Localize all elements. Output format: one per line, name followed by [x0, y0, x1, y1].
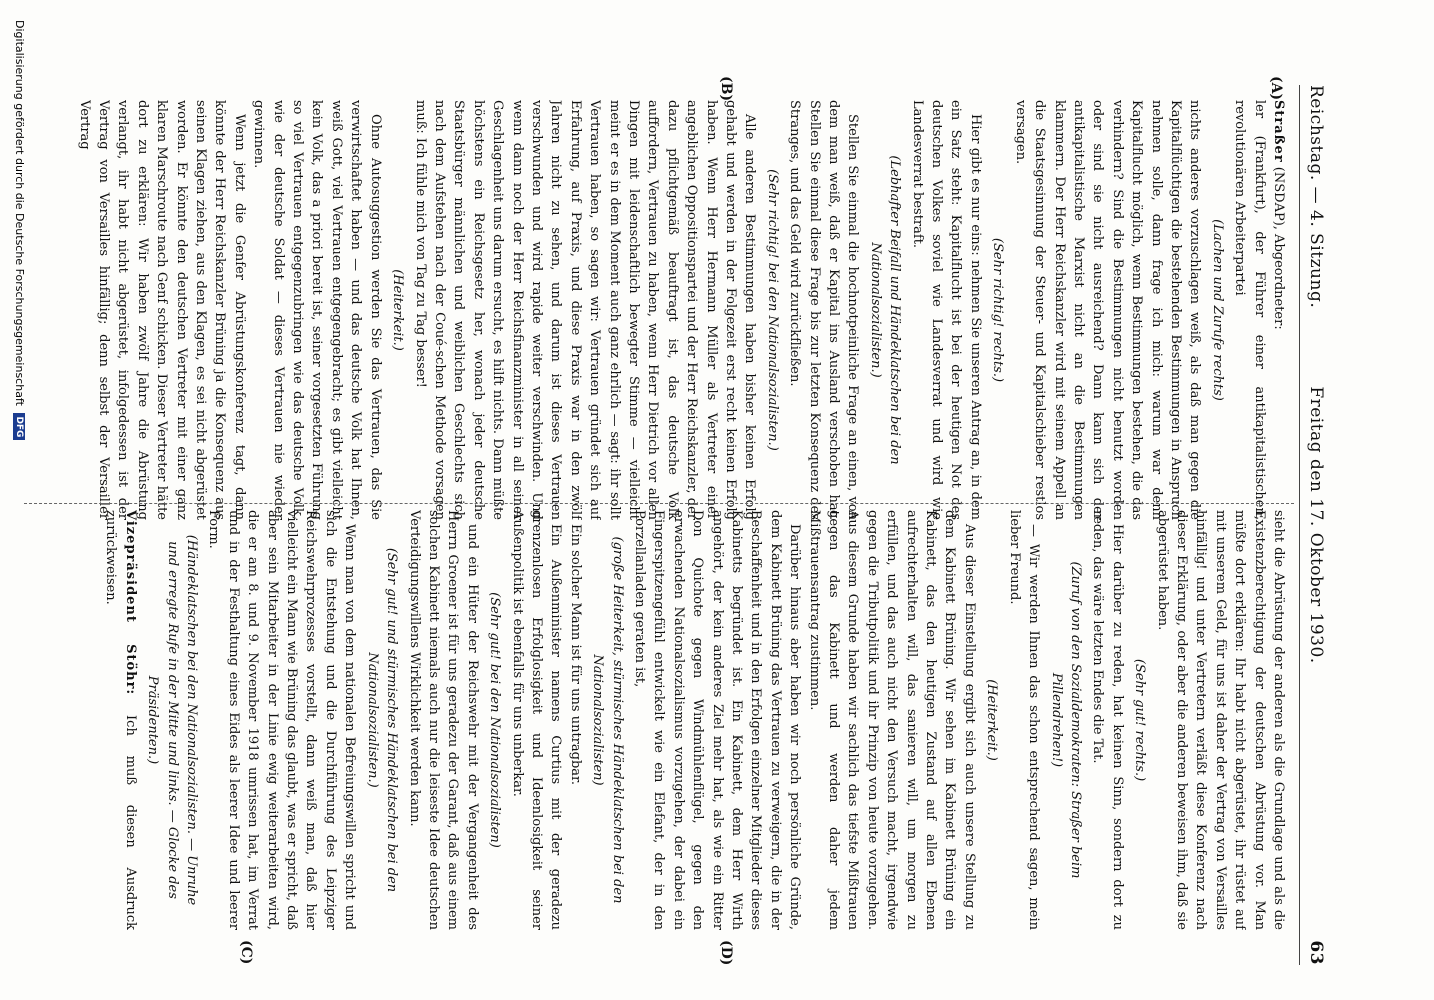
paragraph: Alle anderen Bestimmungen haben bisher keinen Erfolg gehabt und werden in der Folgezeit erst recht keinen Erfolg haben. Wenn Herr Hermann Müller als Vertreter einer angeblichen Oppositionspartei und der Herr Reichskanzler, der dazu pflichtgemäß beauftragt ist, das deutsche Volk auffordern, Vertrauen zu haben, wenn Herr Dietrich vor allen Dingen mit leidenschaftlich bewegter Stimme — vielleicht meint er es in dem Moment auch ganz ehrlich — sagt: ihr sollt Vertrauen haben, so sagen wir: Vertrauen gründet sich auf Erfahrung, auf Praxis, und diese Praxis war in den zwölf Jahren nicht zu sehen, und darum ist dieses Vertrauen verschwunden und wird rapide weiter verschwinden. Und wenn dann noch der Herr Reichsfinanzminister in all seiner Geschlagenheit uns darum ersucht, es hilft nichts. Dann müßte höchstens ein Reichsgesetz her, wonach jeder deutsche Staatsbürger männlichen und weiblichen Geschlechts sich nach dem Aufstehen nach der Coué-schen Methode vorsagen muß: Ich fühle mich von Tag zu Tag besser!: [412, 100, 758, 520]
interjection: (Heiterkeit.): [984, 679, 1000, 761]
interjection: (Sehr richtig! rechts.): [990, 237, 1006, 383]
paragraph: ler (Frankfurt), der Führer einer antikapitalistischen, revolutionären Arbeiterpartei: [1232, 100, 1267, 520]
margin-mark-d: (D): [718, 940, 734, 966]
margin-mark-b: (B): [718, 76, 734, 102]
paragraph: Hier gibt es nur eins: nehmen Sie unseren Antrag an, in dem ein Satz steht: Kapitalflucht ist bei der heutigen Not des deutschen Volkes soviel wie Landesverrat und wird wie Landesverrat bestraft.: [909, 100, 983, 520]
speaker-name: Vizepräsident Stöhr:: [122, 510, 138, 696]
paragraph: und ein Hüter der Reichswehr mit der Vergangenheit des Herrn Groener ist für uns geradezu der Garant, daß aus einem solchen Kabinett niemals auch nur die leiseste Idee deutschen Verteidigungswillens Wirklichkeit werden kann.: [406, 510, 480, 930]
interjection: (Sehr gut! bei den Nationalsozialisten): [487, 592, 503, 848]
margin-mark-a: (A): [1268, 76, 1284, 101]
paragraph: Aus dieser Einstellung ergibt sich auch unsere Stellung zu dem Kabinett Brüning. Wir sehen im Kabinett Brüning ein Kabinett, das den heutigen Zustand auf allen Ebenen aufrechterhalten will, das sanieren will, um morgen zu erfüllen, und das auch nicht den Versuch macht, irgendwie gegen die Tributpolitik und ihr Prinzip von heute vorzugehen. Aus diesem Grunde haben wir sachlich das tiefste Mißtrauen gegen das Kabinett und werden daher jedem Mißtrauensantrag zustimmen.: [806, 510, 977, 930]
paragraph: Wenn jetzt die Genfer Abrüstungskonferenz tagt, dann könnte der Herr Reichskanzler Brüning ja die Konsequenz aus seinen Klagen ziehen, aus den Klagen, es sei nicht abgerüstet worden. Er könnte den deutschen Vertreter mit einer ganz klaren Marschroute nach Genf schicken. Dieser Vertreter hätte dort zu erklären: Wir haben zwölf Jahre die Abrüstung verlangt, ihr habt nicht abgerüstet, infolgedessen ist der Vertrag von Versailles hinfällig; denn selbst der Versailler Vertrag: [76, 100, 247, 520]
paragraph: Wenn man von dem nationalen Befreiungswillen spricht und sich die Entstehung und die Durchführung des Leipziger Reichswehrprozesses vorstellt, dann weiß man, daß hier vielleicht ein Mann wie Brüning das glaubt, was er spricht, daß aber sein Mitarbeiter in der Linie ewig weiterarbeiten wird, die er am 8. und 9. November 1918 umrissen hat, im Verrat und in der Festhaltung eines Eides als leerer Idee und leerer Form.: [206, 510, 358, 930]
interjection: (Zuruf von den Sozialdemokraten: Straßer beim Pillendrehen!): [1048, 561, 1083, 879]
margin-mark-c: (C): [238, 940, 254, 965]
dfg-logo: DFG: [13, 413, 25, 440]
paragraph: nichts anderes vorzuschlagen weiß, als daß man gegen die Kapitalflüchtigen die bestehenden Bestimmungen in Anspruch nehmen solle, dann frage ich mich: warum war denn Kapitalflucht möglich, wenn Bestimmungen bestehen, die das verhindern? Sind die Bestimmungen nicht benutzt worden oder sind sie nicht ausreichend? Dann kann sich der antikapitalistische Marxist nicht an die Bestimmungen klammern. Der Herr Reichskanzler wird mit seinem Appell an die Staatsgesinnung der Steuer- und Kapitalschieber restlos versagen.: [1012, 100, 1203, 520]
digitization-credit: [13, 20, 26, 440]
interjection: (große Heiterkeit, stürmisches Händeklatschen bei den Nationalsozialisten): [590, 536, 625, 904]
paragraph: Ein solcher Mann ist für uns untragbar.: [567, 524, 583, 785]
paragraph: — Wir werden Ihnen das schon entsprechend sagen, mein lieber Freund.: [1006, 510, 1042, 930]
interjection: (Lachen und Zurufe rechts): [1209, 219, 1225, 401]
page-footer: [0, 0, 34, 1000]
paragraph: Ohne Autosuggestion werden Sie das Vertrauen, das Sie verwirtschaftet haben — und das deutsche Volk hat Ihnen, weiß Gott, viel Vertrauen entgegengebracht; es gibt vielleicht kein Volk, das a priori bereit ist, seiner vorgesetzten Führung so viel Vertrauen entgegenzubringen wie das deutsche Volk, wie der deutsche Soldat — dieses Vertrauen nie wieder gewinnen.: [251, 100, 383, 520]
header-left: Reichstag. — 4. Sitzung.: [1306, 85, 1326, 309]
header-rule: [1299, 85, 1300, 965]
paragraph: sieht die Abrüstung der anderen als die Grundlage und als die Existenzberechtigung der deutschen Abrüstung vor. Man müßte dort erklären: Ihr habt nicht abgerüstet, ihr rüstet auf mit unserem Geld, für uns ist daher der Vertrag von Versailles hinfällig! und unter Vertretern verläßt diese Konferenz nach dieser Erklärung, oder aber die anderen beweisen ihm, daß sie abgerüstet haben.: [1154, 510, 1286, 930]
credit-text: Digitalisierung gefördert durch die Deutsche Forschungsgemeinschaft: [13, 20, 26, 406]
interjection: (Sehr gut! rechts.): [1132, 658, 1148, 782]
speaker-text: Ich muß diesen Ausdruck zurückweisen.: [103, 510, 138, 930]
paragraph: Stellen Sie einmal die hochnotpeinliche Frage an einen, von dem man weiß, daß er Kapital ins Ausland verschoben hat. Stellen Sie einmal diese Frage bis zur letzten Konsequenz des Stranges, und das Geld wird zurückfließen.: [787, 100, 861, 520]
interjection: (Heiterkeit.): [390, 269, 406, 351]
paragraph: Hier darüber zu reden, hat keinen Sinn, sondern dort zu reden, das wäre letzten Endes die Tat.: [1090, 510, 1125, 930]
speaker-text: (NSDAP), Abgeordneter:: [1271, 162, 1286, 330]
interjection: (Sehr gut! und stürmisches Händeklatschen bei den Nationalsozialisten.): [364, 547, 400, 893]
speaker-name: Straßer: [1271, 100, 1286, 163]
interjection: (Händeklatschen bei den Nationalsozialisten. — Unruhe und erregte Rufe in der Mitte und links. — Glocke des Präsidenten.): [145, 534, 200, 906]
header-date: Freitag den 17. Oktober 1930.: [1306, 386, 1326, 664]
speaker-paragraph: [1269, 100, 1288, 520]
left-column: [28, 100, 1288, 520]
page-number: 63: [1306, 940, 1326, 965]
speaker-paragraph: [101, 510, 140, 930]
interjection: (Lebhafter Beifall und Händeklatschen bei den Nationalsozialisten.): [867, 155, 903, 465]
paragraph: Ein Außenminister namens Curtius mit der geradezu grenzenlosen Erfolglosigkeit und Ideenlosigkeit seiner Außenpolitik ist ebenfalls für uns unberkar.: [509, 510, 564, 930]
interjection: (Sehr richtig! bei den Nationalsozialisten.): [764, 169, 780, 451]
right-column: [28, 510, 1288, 930]
page-header: [1300, 85, 1326, 965]
column-separator: [24, 503, 1294, 504]
paragraph: Darüber hinaus aber haben wir noch persönliche Gründe, dem Kabinett Brüning das Vertrauen zu verweigern, die in der Beschaffenheit und in den Erfolgen einzelner Mitglieder dieses Kabinetts begründet ist. Ein Kabinett, dem Herr Wirth angehört, der kein anderes Ziel mehr hat, als wie ein Ritter Don Quichote gegen Windmühlenflügel, gegen den erwachenden Nationalsozialismus vorzugehen, der dabei ein Fingerspitzengefühl entwickelt wie ein Elefant, der in den Porzellanladen geraten ist,: [632, 510, 803, 930]
